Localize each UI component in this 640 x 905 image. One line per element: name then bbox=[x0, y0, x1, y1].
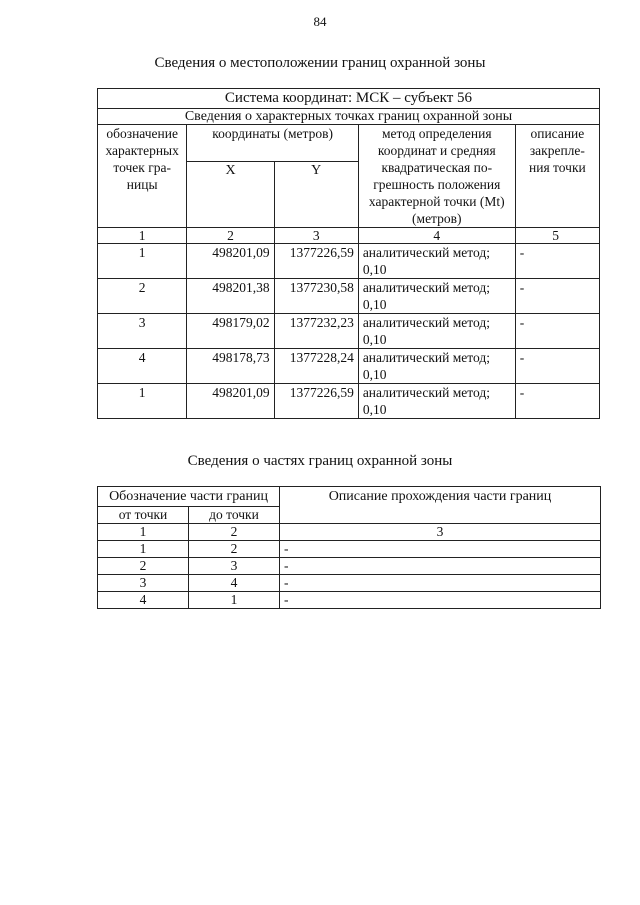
header-from-point: от точки bbox=[98, 507, 189, 524]
accuracy-text: 0,10 bbox=[362, 367, 387, 382]
column-number: 3 bbox=[280, 524, 601, 541]
point-method bbox=[358, 244, 515, 279]
point-id: 3 bbox=[98, 314, 187, 349]
part-desc: - bbox=[280, 541, 601, 558]
column-number: 2 bbox=[189, 524, 280, 541]
header-description: описание закрепле- ния точки bbox=[515, 125, 599, 228]
method-text: аналитический метод; bbox=[362, 280, 490, 295]
part-to: 4 bbox=[189, 575, 280, 592]
column-number: 2 bbox=[187, 228, 274, 244]
column-number: 4 bbox=[358, 228, 515, 244]
part-desc: - bbox=[280, 558, 601, 575]
part-from: 3 bbox=[98, 575, 189, 592]
point-y: 1377232,23 bbox=[274, 314, 358, 349]
table-row bbox=[98, 558, 601, 575]
point-method bbox=[358, 279, 515, 314]
part-to: 2 bbox=[189, 541, 280, 558]
coordinate-system-header: Система координат: МСК – субъект 56 bbox=[98, 89, 600, 109]
column-number: 1 bbox=[98, 524, 189, 541]
point-id: 2 bbox=[98, 279, 187, 314]
point-desc: - bbox=[515, 244, 599, 279]
header-part-designation: Обозначение части границ bbox=[98, 487, 280, 507]
column-number: 1 bbox=[98, 228, 187, 244]
method-text: аналитический метод; bbox=[362, 245, 490, 260]
point-y: 1377226,59 bbox=[274, 244, 358, 279]
table-row bbox=[98, 575, 601, 592]
point-y: 1377230,58 bbox=[274, 279, 358, 314]
point-id: 1 bbox=[98, 384, 187, 419]
column-number: 5 bbox=[515, 228, 599, 244]
point-id: 1 bbox=[98, 244, 187, 279]
point-x: 498201,09 bbox=[187, 244, 274, 279]
table-row bbox=[98, 592, 601, 609]
header-coordinates: координаты (метров) bbox=[187, 125, 358, 162]
part-from: 2 bbox=[98, 558, 189, 575]
column-number: 3 bbox=[274, 228, 358, 244]
part-desc: - bbox=[280, 592, 601, 609]
header-designation: обозначение характерных точек гра- ницы bbox=[98, 125, 187, 228]
point-desc: - bbox=[515, 279, 599, 314]
section-title-boundaries: Сведения о местоположении границ охранной зоны bbox=[154, 55, 486, 71]
table-row bbox=[98, 244, 600, 279]
table-row bbox=[98, 541, 601, 558]
point-desc: - bbox=[515, 314, 599, 349]
part-from: 4 bbox=[98, 592, 189, 609]
point-method bbox=[358, 349, 515, 384]
method-text: аналитический метод; bbox=[362, 315, 490, 330]
part-to: 1 bbox=[189, 592, 280, 609]
part-from: 1 bbox=[98, 541, 189, 558]
accuracy-text: 0,10 bbox=[362, 297, 387, 312]
header-y: Y bbox=[274, 162, 358, 228]
points-subheader: Сведения о характерных точках границ охранной зоны bbox=[98, 109, 600, 125]
table-row bbox=[98, 279, 600, 314]
point-desc: - bbox=[515, 349, 599, 384]
table-row bbox=[98, 384, 600, 419]
part-desc: - bbox=[280, 575, 601, 592]
accuracy-text: 0,10 bbox=[362, 262, 387, 277]
point-y: 1377226,59 bbox=[274, 384, 358, 419]
accuracy-text: 0,10 bbox=[362, 332, 387, 347]
point-method bbox=[358, 384, 515, 419]
point-x: 498201,09 bbox=[187, 384, 274, 419]
boundary-parts-table bbox=[97, 486, 601, 609]
page-number: 84 bbox=[313, 14, 327, 29]
point-id: 4 bbox=[98, 349, 187, 384]
part-to: 3 bbox=[189, 558, 280, 575]
point-x: 498179,02 bbox=[187, 314, 274, 349]
method-text: аналитический метод; bbox=[362, 385, 490, 400]
point-desc: - bbox=[515, 384, 599, 419]
header-x: X bbox=[187, 162, 274, 228]
point-method bbox=[358, 314, 515, 349]
header-to-point: до точки bbox=[189, 507, 280, 524]
table-row bbox=[98, 349, 600, 384]
table-row bbox=[98, 314, 600, 349]
header-method: метод определения координат и средняя квадратическая по- грешность положения характерной точки (Mt) (метров) bbox=[358, 125, 515, 228]
accuracy-text: 0,10 bbox=[362, 402, 387, 417]
section-title-parts: Сведения о частях границ охранной зоны bbox=[187, 453, 453, 469]
point-x: 498201,38 bbox=[187, 279, 274, 314]
method-text: аналитический метод; bbox=[362, 350, 490, 365]
point-x: 498178,73 bbox=[187, 349, 274, 384]
boundary-points-table bbox=[97, 88, 600, 419]
header-part-description: Описание прохождения части границ bbox=[280, 487, 601, 524]
point-y: 1377228,24 bbox=[274, 349, 358, 384]
